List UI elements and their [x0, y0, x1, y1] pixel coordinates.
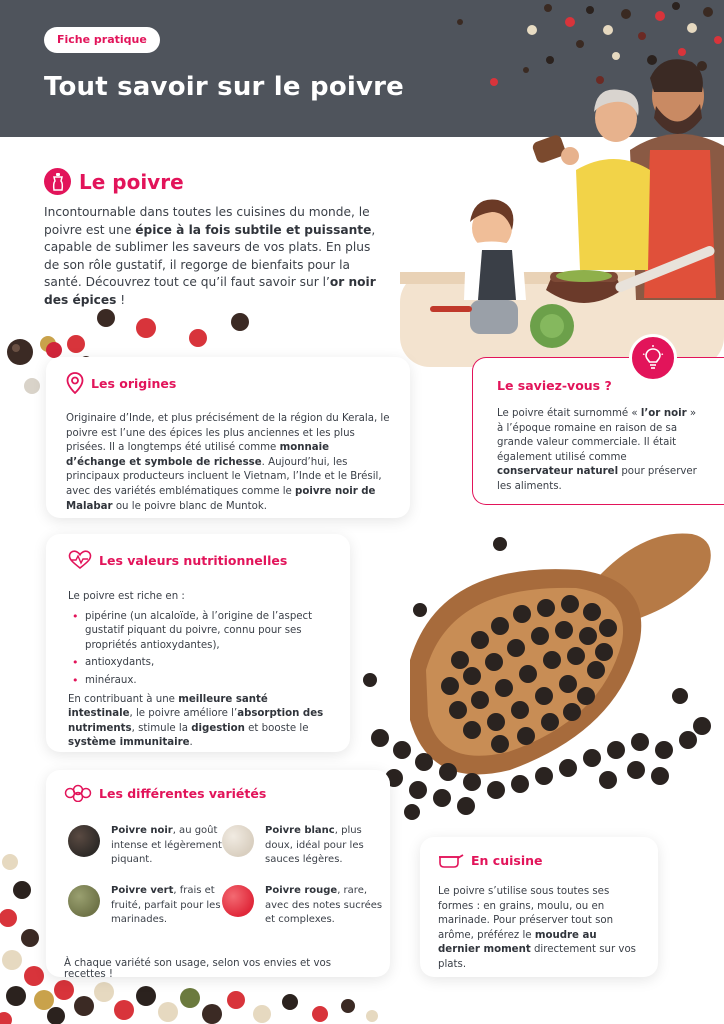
variety-name: Poivre blanc — [265, 825, 335, 836]
did-you-know-title: Le saviez-vous ? — [497, 378, 612, 393]
nutrition-card — [46, 534, 350, 752]
intro-heading — [44, 168, 184, 195]
page-title: Tout savoir sur le poivre — [44, 72, 404, 102]
varieties-header — [64, 784, 372, 802]
variety-item — [68, 824, 233, 868]
origins-title: Les origines — [91, 375, 177, 391]
varieties-grid — [64, 824, 383, 954]
intro-title: Le poivre — [79, 169, 184, 194]
nutrition-title: Les valeurs nutritionnelles — [99, 552, 288, 568]
origins-card — [46, 357, 410, 518]
variety-item — [222, 824, 387, 868]
varieties-card — [46, 770, 390, 980]
intro-paragraph: Incontournable dans toutes les cuisines du monde, le poivre est une épice à la fois subtile et puissante, capable de sublimer les saveurs de vos plats. En plus de son rôle gustatif, il regorge de bienfaits pour la santé. Découvrez tout ce qu’il faut savoir sur l’or noir des épices ! — [44, 205, 376, 307]
nutrient-list — [72, 610, 328, 689]
cooking-family-illustration — [400, 0, 724, 370]
list-item: • pipérine (un alcaloïde, à l’origine de l’aspect gustatif piquant du poivre, connu pour ses propriétés antioxydantes), — [72, 610, 328, 654]
variety-item — [68, 884, 233, 928]
pepper-mill-icon — [44, 168, 71, 195]
peppercorn-cluster-icon — [64, 784, 92, 802]
varieties-footer: À chaque variété son usage, selon vos envies et vos recettes ! — [64, 958, 332, 980]
saucepan-icon — [438, 851, 464, 869]
did-you-know-card — [472, 357, 724, 505]
variety-desc: , rare, avec des notes sucrées et complexes. — [265, 885, 383, 925]
origins-header — [66, 372, 390, 394]
red-pepper-icon — [222, 885, 254, 917]
list-item: • antioxydants, — [72, 656, 328, 671]
variety-desc: , au goût intense et légèrement piquant. — [111, 825, 222, 865]
cooking-text: Le poivre s’utilise sous toutes ses formes : en grains, moulu, ou en marinade. Pour préserver tout son arôme, préférez le moudre au dernier moment directement sur vos plats. — [438, 886, 636, 970]
varieties-title: Les différentes variétés — [99, 785, 267, 801]
white-pepper-icon — [222, 825, 254, 857]
cooking-header — [438, 851, 640, 869]
location-pin-icon — [66, 372, 84, 394]
heart-pulse-icon — [68, 550, 92, 570]
variety-desc: , plus doux, idéal pour les sauces légères. — [265, 825, 364, 865]
green-pepper-icon — [68, 885, 100, 917]
nutrition-intro: Le poivre est riche en : — [68, 591, 185, 602]
variety-item — [222, 884, 387, 928]
lightbulb-icon — [629, 334, 677, 382]
black-pepper-icon — [68, 825, 100, 857]
list-item: • minéraux. — [72, 674, 328, 689]
category-badge: Fiche pratique — [44, 27, 160, 53]
did-you-know-text: Le poivre était surnommé « l’or noir » à l’époque romaine en raison de sa grande valeur commerciale. Il était également utilisé comme conservateur naturel pour préserver les aliments. — [497, 408, 697, 492]
variety-name: Poivre rouge — [265, 885, 338, 896]
nutrition-benefits: En contribuant à une meilleure santé intestinale, le poivre améliore l’absorption des nutriments, stimule la digestion et booste le système immunitaire. — [68, 693, 324, 749]
variety-name: Poivre noir — [111, 825, 173, 836]
cooking-title: En cuisine — [471, 852, 543, 868]
variety-name: Poivre vert — [111, 885, 174, 896]
variety-desc: , frais et fruité, parfait pour les marinades. — [111, 885, 221, 925]
origins-text: Originaire d’Inde, et plus précisément de la région du Kerala, le poivre est l’une des épices les plus anciennes et les plus prisées. Il a longtemps été utilisé comme monnaie d’échange et symbole de richesse. Aujourd’hui, les principaux producteurs incluent le Vietnam, l’Inde et le Brésil, avec des variétés emblématiques comme le poivre noir de Malabar ou le poivre blanc de Muntok. — [66, 413, 390, 512]
cooking-card — [420, 837, 658, 977]
nutrition-header — [68, 550, 328, 570]
wooden-scoop-image — [340, 500, 724, 840]
